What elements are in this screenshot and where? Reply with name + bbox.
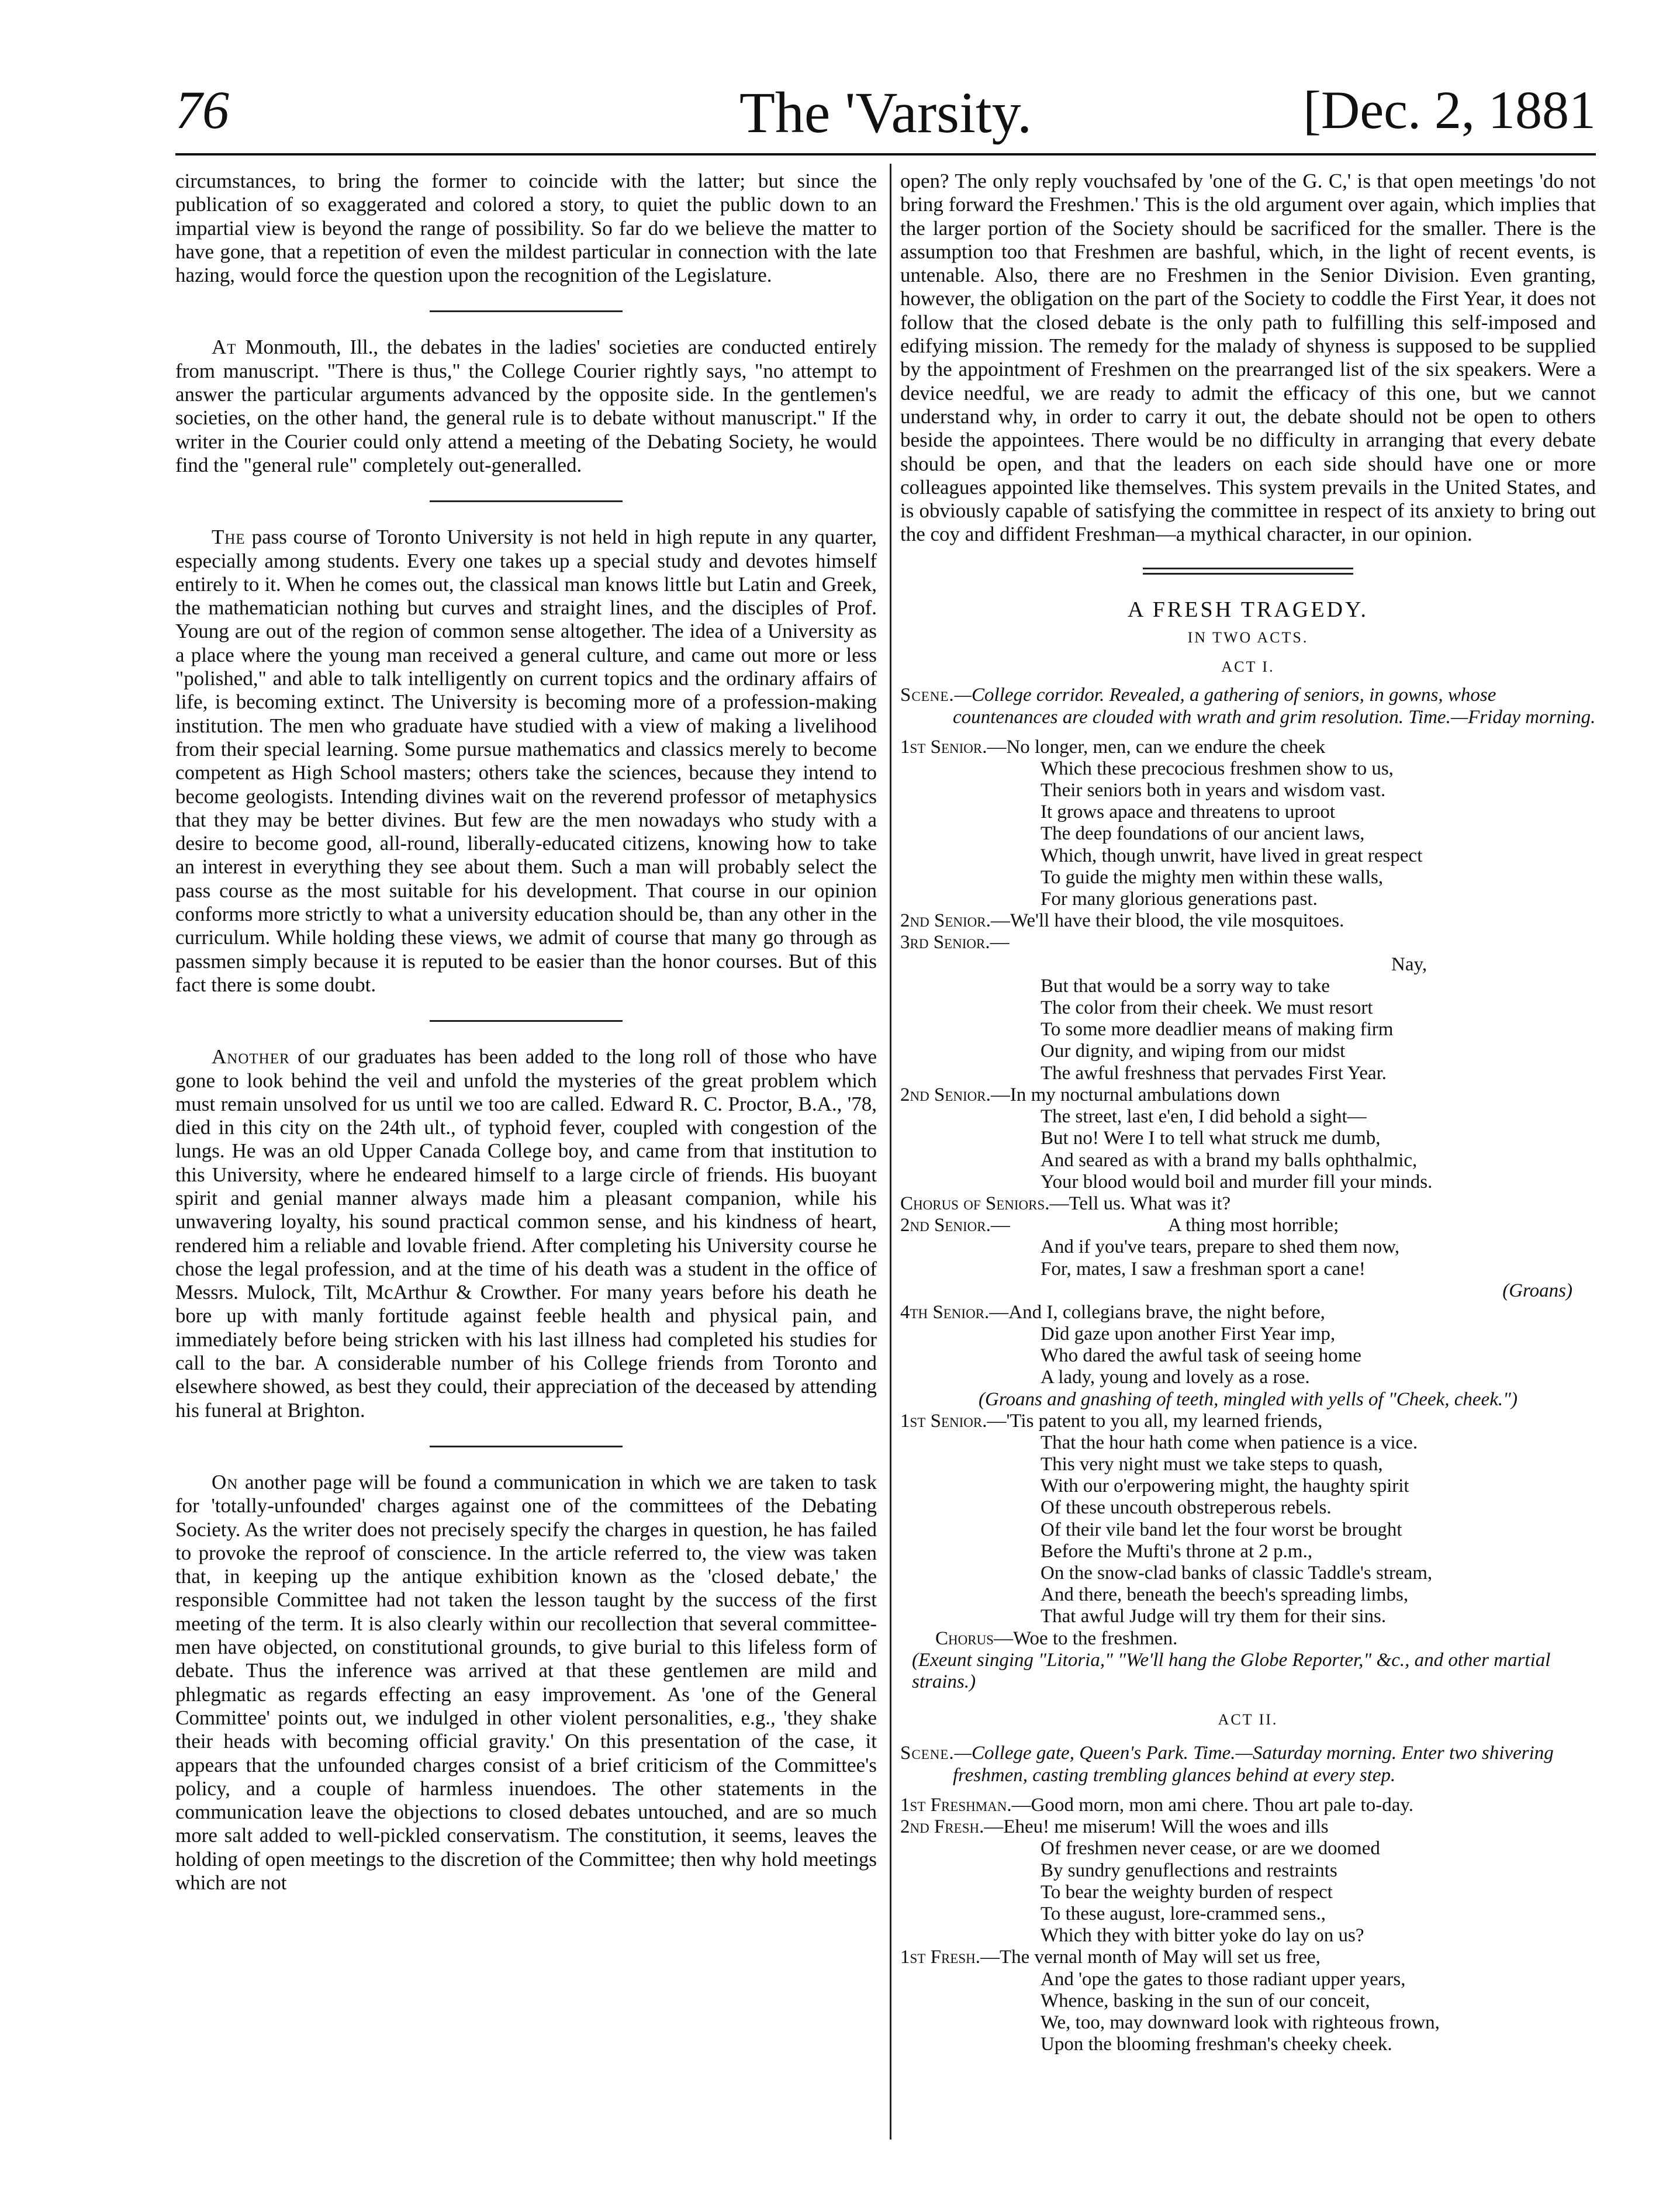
right-column [900,170,1596,2056]
verse-line: A lady, young and lovely as a rose. [1041,1367,1310,1388]
page-number: 76 [175,80,229,140]
verse-line: For, mates, I saw a freshman sport a cane! [1041,1258,1366,1280]
verse-line [900,1302,1596,1323]
verse-line: The color from their cheek. We must resort [1041,997,1373,1019]
paragraph-text: Monmouth, Ill., the debates in the ladies' societies are conducted entirely from manuscript. "There is thus," the College Courier rightly says, "no attempt to answer the particular arguments advanced by the opposite side. In the gentlemen's societies, on the other hand, the general rule is to debate without manuscript." If the writer in the Courier could only attend a meeting of the Debating Society, he would find the "general rule" completely out-generalled. [175,336,877,476]
speaker-name: 1st Senior. [900,1410,987,1432]
speech-2nd-fresh [900,1816,1596,1947]
line-text: A thing most horrible; [1167,1215,1339,1236]
verse-line [900,1084,1596,1106]
verse-line: And if you've tears, prepare to shed them now, [1041,1236,1400,1258]
verse-line: Which, though unwrit, have lived in great respect [1041,845,1423,866]
speaker-name: Chorus [935,1627,994,1649]
line-text: —Eheu! me miserum! Will the woes and ills [984,1816,1329,1838]
verse-line: The deep foundations of our ancient laws, [1041,823,1365,845]
verse-line: That the hour hath come when patience is a vice. [1041,1432,1418,1453]
verse-line: Which these precocious freshmen show to us, [1041,758,1394,779]
verse-line: The awful freshness that pervades First Year. [1041,1062,1387,1084]
verse-line [900,910,1596,932]
paragraph-obituary [175,1045,877,1422]
speech-4th-senior [900,1302,1596,1411]
line-text: —Tell us. What was it? [1049,1193,1231,1214]
line-text: —In my nocturnal ambulations down [990,1084,1280,1105]
speaker-name: 1st Fresh. [900,1947,980,1968]
verse-line: Before the Mufti's throne at 2 p.m., [1041,1540,1313,1562]
lead-word: On [212,1470,238,1494]
section-divider [1143,568,1353,575]
verse-line: Did gaze upon another First Year imp, [1041,1323,1336,1345]
paragraph-open-debates: open? The only reply vouchsafed by 'one of the G. C,' is that open meetings 'do not bring forward the Freshmen.' This is the old argument over again, which implies that the larger portion of the Society should be sacrificed for the smaller. There is the assumption too that Freshmen are bashful, which, in the light of recent events, is untenable. Also, there are no Freshmen in the Senior Division. Even granting, however, the obligation on the part of the Society to coddle the First Year, it does not follow that the closed debate is the only path to fulfilling this self-imposed and edifying mission. The remedy for the malady of shyness is supposed to be supplied by the appointment of Freshmen on the prearranged list of the six speakers. Were a device needful, we are ready to admit the efficacy of this one, but we cannot understand why, in order to carry it out, the debate should not be open to others beside the appointees. There would be no difficulty in arranging that every debate should be open, and that the leaders on each side should have one or more colleagues appointed like themselves. This system prevails in the United States, and is obviously capable of satisfying the committee in respect of its anxiety to bring out the coy and diffident Freshman—a mythical character, in our opinion. [900,170,1596,546]
verse-line: Nay, [1391,953,1427,975]
verse-line: Whence, basking in the sun of our conceit, [1041,1990,1370,2011]
speech-2nd-senior [900,1084,1596,1193]
verse-line [900,1816,1596,1838]
speech-2nd-senior [900,910,1596,932]
scene-direction [900,1742,1596,1786]
line-text: —Good morn, mon ami chere. Thou art pale to-day. [1011,1795,1413,1816]
section-divider [430,1446,623,1447]
speaker-name: 4th Senior. [900,1301,990,1323]
paragraph-pass-course [175,526,877,997]
page-header [175,79,1596,143]
header-rule [175,153,1596,155]
verse-line: For many glorious generations past. [1041,889,1318,910]
speech-1st-fresh [900,1947,1596,2055]
section-divider [430,500,623,502]
verse-line: That awful Judge will try them for their sins. [1041,1606,1387,1627]
verse-line: And there, beneath the beech's spreading limbs, [1041,1584,1409,1606]
line-text: —Woe to the freshmen. [993,1627,1178,1649]
paragraph-text: of our graduates has been added to the long roll of those who have gone to look behind the veil and unfold the mysteries of the great problem which must remain unsolved for us until we too are called. Edward R. C. Proctor, B.A., '78, died in this city on the 24th ult., of typhoid fever, coupled with congestion of the lungs. He was an old Upper Canada College boy, and came from that institution to this University, where he endeared himself to a large circle of friends. His buoyant spirit and genial manner always made him a pleasant companion, while his unwavering loyalty, his sound practical common sense, and his kindness of heart, rendered him a reliable and lovable friend. After completing his University course he chose the legal profession, and at the time of his death was a student in the office of Messrs. Mulock, Tilt, McArthur & Crowther. For many years before his death he bore up with manly fortitude against feeble health and physical pain, and immediately before being stricken with his last illness had completed his studies for call to the bar. A considerable number of his College friends from Toronto and elsewhere showed, as best they could, their appreciation of the deceased by attending his funeral at Brighton. [175,1045,877,1422]
paragraph-debating-society [175,1471,877,1895]
speaker-name: 1st Freshman. [900,1795,1012,1816]
line-dash: — [990,932,1010,953]
speech-3rd-senior [900,932,1596,1084]
verse-line: Which they with bitter yoke do lay on us? [1041,1925,1364,1947]
verse-line [900,1947,1596,1968]
left-column [175,170,877,1895]
speaker-name: 2nd Fresh. [900,1816,984,1838]
verse-line [900,1411,1596,1432]
verse-line: And 'ope the gates to those radiant upper years, [1041,1968,1406,1990]
stage-direction: (Exeunt singing "Litoria," "We'll hang the Globe Reporter," &c., and other martial strains.) [912,1649,1551,1692]
speech-chorus-of-seniors [900,1193,1596,1215]
verse-line: To these august, lore-crammed sens., [1041,1903,1326,1925]
verse-line: Our dignity, and wiping from our midst [1041,1041,1346,1062]
masthead-title: The 'Varsity. [739,80,1032,145]
verse-line [900,1628,1596,1650]
paragraph-hazing: circumstances, to bring the former to coincide with the latter; but since the publication of so exaggerated and colored a story, to quiet the public down to an impartial view is beyond the range of possibility. So far do we believe the matter to have gone, that a repetition of even the mildest particular in connection with the late hazing, would force the question upon the recognition of the Legislature. [175,170,877,287]
speaker-name: Chorus of Seniors. [900,1193,1050,1214]
speaker-name: 1st Senior. [900,736,987,758]
speech-chorus [900,1628,1596,1693]
column-separator [890,164,891,2140]
speaker-name: 2nd Senior. [900,1084,991,1105]
verse-line: And seared as with a brand my balls ophthalmic, [1041,1149,1418,1171]
line-text: —We'll have their blood, the vile mosquitoes. [990,910,1344,932]
issue-date: [Dec. 2, 1881 [1303,80,1596,140]
speaker-name: 3rd Senior. [900,932,990,953]
scene-label: Scene. [900,684,955,706]
lead-word: Another [212,1045,290,1069]
act-heading: ACT II. [1218,1710,1278,1728]
verse-line: The street, last e'en, I did behold a sight— [1041,1106,1367,1128]
verse-line: Their seniors both in years and wisdom vast. [1041,780,1386,801]
verse-line: It grows apace and threatens to uproot [1041,801,1335,823]
verse-line: We, too, may downward look with righteous frown, [1041,2012,1440,2034]
paragraph-text: pass course of Toronto University is not held in high repute in any quarter, especially among students. Every one takes up a special study and devotes himself entirely to it. When he comes out, the classical man knows little but Latin and Greek, the mathematician nothing but curves and straight lines, and the disciples of Prof. Young are out of the region of common sense altogether. The idea of a University as a place where the young man received a general culture, and came out more or less "polished," and able to talk intelligently on current topics and the ordinary affairs of life, is becoming extinct. The University is becoming more of a profession-making institution. The men who graduate have studied with a view of making a livelihood from their special learning. Some pursue mathematics and classics merely to become competent as High School masters; others take the sciences, because they intend to become geologists. Intending divines wait on the reverend professor of metaphysics that they may be better divines. But few are the men nowadays who study with a desire to become good, all-round, liberally-educated citizens, knowing how to take an interest in everything they see about them. Such a man will probably select the pass course as the most suitable for his development. That course in our opinion conforms more strictly to what a university education should be, than any other in the curriculum. While holding these views, we admit of course that many go through as passmen simply because it is reputed to be easier than the honor courses. But of this fact there is some doubt. [175,526,877,996]
speech-1st-senior [900,737,1596,911]
scene-text: —College gate, Queen's Park. Time.—Saturday morning. Enter two shivering freshmen, casting trembling glances behind at every step. [953,1743,1554,1786]
speech-1st-freshman [900,1795,1596,1816]
lead-word: At [212,336,237,359]
verse-line: Of freshmen never cease, or are we doomed [1041,1838,1380,1860]
play-title: A FRESH TRAGEDY. [1127,597,1369,622]
verse-line [900,1795,1596,1816]
verse-line: To guide the mighty men within these walls, [1041,866,1384,888]
verse-line: Your blood would boil and murder fill your minds. [1041,1171,1433,1193]
line-text: —And I, collegians brave, the night before, [989,1301,1325,1323]
paragraph-monmouth [175,336,877,477]
act-heading: ACT I. [1221,658,1275,676]
verse-line: On the snow-clad banks of classic Taddle's stream, [1041,1562,1433,1584]
line-text: —The vernal month of May will set us free, [980,1947,1321,1968]
verse-line: Of their vile band let the four worst be brought [1041,1519,1402,1540]
line-text: —'Tis patent to you all, my learned friends, [987,1410,1323,1432]
section-divider [430,310,623,312]
verse-line: Of these uncouth obstreperous rebels. [1041,1497,1332,1519]
verse-line [900,932,1596,953]
scene-text: —College corridor. Revealed, a gathering of seniors, in gowns, whose countenances are clouded with wrath and grim resolution. Time.—Friday morning. [953,684,1596,728]
paragraph-text: another page will be found a communication in which we are taken to task for 'totally-unfounded' charges against one of the committees of the Debating Society. As the writer does not precisely specify the charges in question, he has failed to provoke the reproof of conscience. In the article referred to, the view was taken that, in keeping up the antique exhibition known as the 'closed debate,' the responsible Committee had not taken the lesson taught by the success of the first meeting of the term. It is also clearly within our recollection that several committee-men have objected, on constitutional grounds, to give burial to this lifeless form of debate. Thus the inference was arrived at that these gentlemen are mild and phlegmatic as regards effecting an easy improvement. As 'one of the General Committee' points out, we indulged in other violent personalities, e.g., 'they shake their heads with becoming official gravity.' On this presentation of the case, it appears that the unfounded charges consist of a brief criticism of the Committee's policy, and a couple of harmless inuendoes. The other statements in the communication leave the objections to closed debates untouched, and are so much more salt added to well-pickled conservatism. The constitution, it seems, leaves the holding of open meetings to the discretion of the Committee; then why hold meetings which are not [175,1470,877,1894]
speaker-name: 2nd Senior. [900,910,991,932]
speech-2nd-senior [900,1215,1596,1302]
verse-line: Who dared the awful task of seeing home [1041,1345,1361,1367]
verse-line [900,1193,1596,1215]
scene-label: Scene. [900,1743,955,1764]
verse-line: By sundry genuflections and restraints [1041,1860,1337,1881]
verse-line: But no! Were I to tell what struck me dumb, [1041,1128,1381,1149]
lead-word: The [212,526,246,549]
verse-line: To bear the weighty burden of respect [1041,1881,1333,1903]
verse-line [900,1215,1596,1236]
section-divider [430,1020,623,1022]
play-subtitle: IN TWO ACTS. [1187,629,1309,647]
stage-direction: (Groans) [1502,1280,1572,1301]
speaker-name: 2nd Senior. [900,1215,991,1236]
verse-line: To some more deadlier means of making firm [1041,1019,1394,1041]
stage-direction: (Groans and gnashing of teeth, mingled with yells of "Cheek, cheek.") [979,1388,1518,1410]
scene-direction [900,684,1596,728]
line-dash: — [990,1215,1010,1236]
verse-line: But that would be a sorry way to take [1041,975,1330,997]
line-text: —No longer, men, can we endure the cheek [987,736,1326,758]
verse-line [900,737,1596,758]
verse-line: With our o'erpowering might, the haughty spirit [1041,1475,1409,1497]
speech-1st-senior [900,1411,1596,1628]
verse-line: Upon the blooming freshman's cheeky cheek. [1041,2034,1392,2055]
verse-line: This very night must we take steps to quash, [1041,1453,1383,1475]
